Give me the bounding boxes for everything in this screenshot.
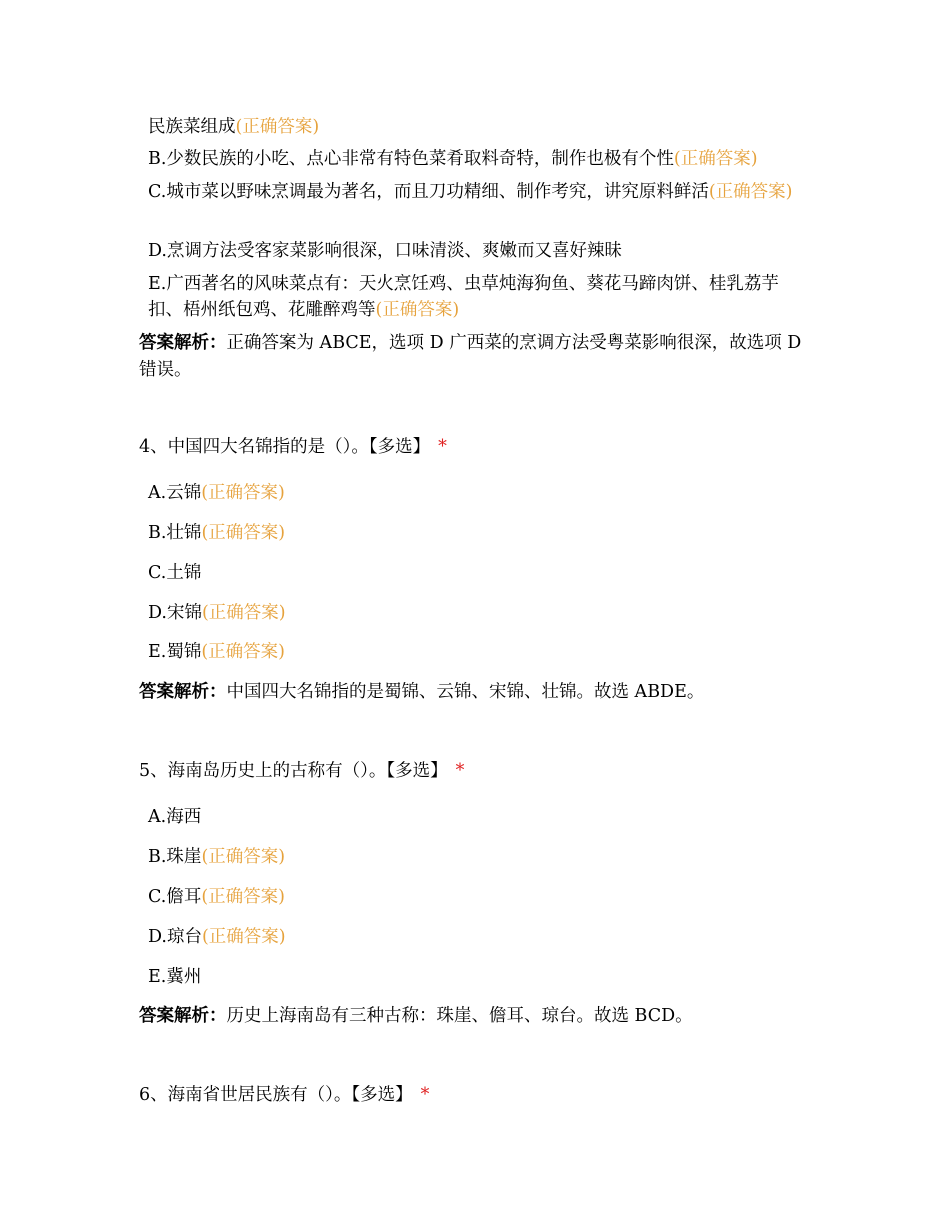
analysis-label: 答案解析： — [139, 1006, 227, 1026]
correct-answer-tag: (正确答案) — [201, 483, 285, 503]
q5-option-a[interactable]: A.海西 — [148, 807, 202, 827]
q3-option-e[interactable]: E.广西著名的风味菜点有：天火烹饪鸡、虫草炖海狗鱼、葵花马蹄肉饼、桂乳荔芋扣、梧州纸包鸡、花雕醉鸡等(正确答案) — [148, 274, 779, 320]
correct-answer-tag: (正确答案) — [201, 642, 285, 662]
q3-option-a-continued[interactable]: 民族菜组成(正确答案) — [148, 117, 320, 137]
correct-answer-tag: (正确答案) — [235, 117, 320, 137]
q3-analysis — [139, 330, 819, 384]
q5-analysis — [139, 1003, 819, 1030]
q3-option-b[interactable]: B.少数民族的小吃、点心非常有特色菜肴取料奇特，制作也极有个性(正确答案) — [148, 149, 758, 169]
required-mark: * — [438, 437, 447, 457]
analysis-label: 答案解析： — [139, 682, 227, 702]
required-mark: * — [455, 761, 465, 781]
analysis-text: 历史上海南岛有三种古称：珠崖、儋耳、琼台。故选 BCD。 — [226, 1006, 693, 1026]
q5-option-c[interactable]: C.儋耳(正确答案) — [148, 887, 285, 907]
correct-answer-tag: (正确答案) — [673, 149, 758, 169]
q5-option-e[interactable]: E.冀州 — [148, 967, 202, 987]
correct-answer-tag: (正确答案) — [201, 887, 285, 907]
q5-option-d[interactable]: D.琼台(正确答案) — [148, 927, 286, 947]
q4-option-c[interactable]: C.土锦 — [148, 563, 202, 583]
correct-answer-tag: (正确答案) — [201, 603, 286, 623]
q4-option-d[interactable]: D.宋锦(正确答案) — [148, 603, 286, 623]
analysis-text: 中国四大名锦指的是蜀锦、云锦、宋锦、壮锦。故选 ABDE。 — [226, 682, 705, 702]
correct-answer-tag: (正确答案) — [708, 182, 793, 202]
analysis-label: 答案解析： — [139, 333, 227, 353]
q5-title: 5、海南岛历史上的古称有（）。【多选】 * — [139, 761, 465, 781]
required-mark: * — [420, 1085, 430, 1105]
analysis-text: 正确答案为 ABCE，选项 D 广西菜的烹调方法受粤菜影响很深，故选项 D 错误。 — [139, 333, 802, 380]
q5-option-b[interactable]: B.珠崖(正确答案) — [148, 847, 286, 867]
q6-title: 6、海南省世居民族有（）。【多选】 * — [139, 1085, 430, 1105]
correct-answer-tag: (正确答案) — [201, 927, 286, 947]
correct-answer-tag: (正确答案) — [375, 300, 460, 320]
correct-answer-tag: (正确答案) — [201, 523, 286, 543]
correct-answer-tag: (正确答案) — [201, 847, 286, 867]
q3-option-c[interactable]: C.城市菜以野味烹调最为著名，而且刀功精细、制作考究，讲究原料鲜活(正确答案) — [148, 182, 793, 202]
q4-option-a[interactable]: A.云锦(正确答案) — [148, 483, 285, 503]
q3-option-d[interactable]: D.烹调方法受客家菜影响很深，口味清淡、爽嫩而又喜好辣昧 — [148, 241, 622, 261]
q4-title: 4、中国四大名锦指的是（）。【多选】 * — [139, 437, 447, 457]
q4-option-b[interactable]: B.壮锦(正确答案) — [148, 523, 286, 543]
q4-option-e[interactable]: E.蜀锦(正确答案) — [148, 642, 285, 662]
q4-analysis — [139, 679, 819, 706]
